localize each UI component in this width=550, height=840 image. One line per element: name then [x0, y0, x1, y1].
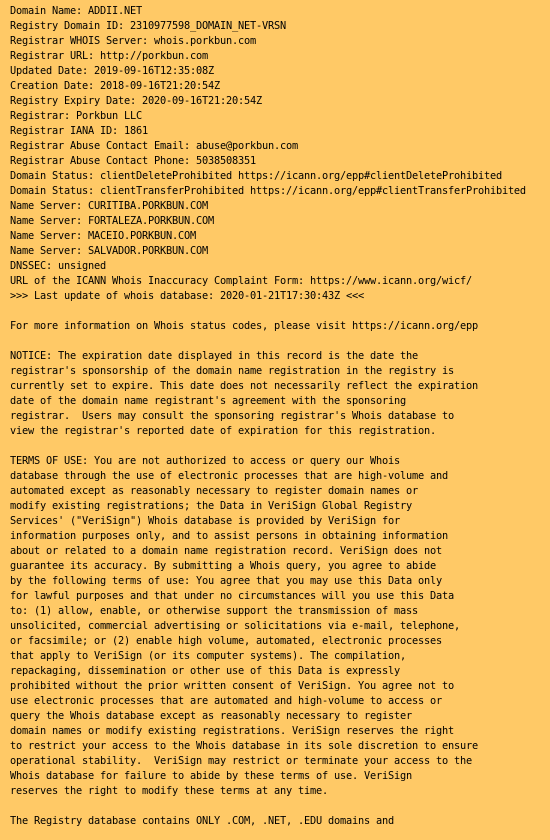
whois-line: currently set to expire. This date does not necessarily reflect the expiration [10, 380, 478, 392]
whois-line: Registry Domain ID: 2310977598_DOMAIN_NET-VRSN [10, 20, 286, 32]
whois-line: operational stability. VeriSign may restrict or terminate your access to the [10, 755, 472, 767]
whois-line: unsolicited, commercial advertising or solicitations via e-mail, telephone, [10, 620, 460, 632]
whois-line: Registrar Abuse Contact Phone: 5038508351 [10, 155, 256, 167]
whois-line: Registrar Abuse Contact Email: abuse@porkbun.com [10, 140, 298, 152]
whois-line: database through the use of electronic processes that are high-volume and [10, 470, 448, 482]
whois-line: modify existing registrations; the Data in VeriSign Global Registry [10, 500, 412, 512]
whois-line: Registrar URL: http://porkbun.com [10, 50, 208, 62]
whois-line: to: (1) allow, enable, or otherwise support the transmission of mass [10, 605, 418, 617]
whois-line: Name Server: FORTALEZA.PORKBUN.COM [10, 215, 214, 227]
whois-line: For more information on Whois status codes, please visit https://icann.org/epp [10, 320, 478, 332]
whois-line: information purposes only, and to assist persons in obtaining information [10, 530, 448, 542]
whois-line: URL of the ICANN Whois Inaccuracy Complaint Form: https://www.icann.org/wicf/ [10, 275, 472, 287]
whois-line: Domain Status: clientTransferProhibited https://icann.org/epp#clientTransferProhibited [10, 185, 526, 197]
whois-line: Registry Expiry Date: 2020-09-16T21:20:54Z [10, 95, 262, 107]
whois-line: to restrict your access to the Whois database in its sole discretion to ensure [10, 740, 478, 752]
whois-line: domain names or modify existing registrations. VeriSign reserves the right [10, 725, 454, 737]
whois-line: Services' ("VeriSign") Whois database is provided by VeriSign for [10, 515, 400, 527]
whois-line: >>> Last update of whois database: 2020-01-21T17:30:43Z <<< [10, 290, 364, 302]
whois-line: Name Server: MACEIO.PORKBUN.COM [10, 230, 196, 242]
whois-line: Registrar WHOIS Server: whois.porkbun.com [10, 35, 256, 47]
whois-line: NOTICE: The expiration date displayed in this record is the date the [10, 350, 418, 362]
whois-line [10, 439, 550, 454]
whois-line: Registrar: Porkbun LLC [10, 110, 142, 122]
whois-line: automated except as reasonably necessary to register domain names or [10, 485, 418, 497]
whois-line: Name Server: SALVADOR.PORKBUN.COM [10, 245, 208, 257]
whois-line: registrar. Users may consult the sponsoring registrar's Whois database to [10, 410, 454, 422]
whois-line: guarantee its accuracy. By submitting a Whois query, you agree to abide [10, 560, 436, 572]
whois-line: for lawful purposes and that under no circumstances will you use this Data [10, 590, 454, 602]
whois-line: view the registrar's reported date of expiration for this registration. [10, 425, 436, 437]
whois-line [10, 304, 550, 319]
whois-line: by the following terms of use: You agree that you may use this Data only [10, 575, 442, 587]
whois-line: date of the domain name registrant's agreement with the sponsoring [10, 395, 406, 407]
whois-line: Updated Date: 2019-09-16T12:35:08Z [10, 65, 214, 77]
whois-line: Creation Date: 2018-09-16T21:20:54Z [10, 80, 220, 92]
whois-line: Name Server: CURITIBA.PORKBUN.COM [10, 200, 208, 212]
whois-line: or facsimile; or (2) enable high volume, automated, electronic processes [10, 635, 442, 647]
whois-line: Domain Status: clientDeleteProhibited https://icann.org/epp#clientDeleteProhibited [10, 170, 502, 182]
whois-line: The Registry database contains ONLY .COM, .NET, .EDU domains and [10, 815, 394, 827]
whois-line: DNSSEC: unsigned [10, 260, 106, 272]
whois-line: reserves the right to modify these terms at any time. [10, 785, 328, 797]
whois-line: Whois database for failure to abide by these terms of use. VeriSign [10, 770, 412, 782]
whois-line: that apply to VeriSign (or its computer systems). The compilation, [10, 650, 406, 662]
whois-line: Domain Name: ADDII.NET [10, 5, 142, 17]
whois-line: Registrar IANA ID: 1861 [10, 125, 148, 137]
whois-line: about or related to a domain name registration record. VeriSign does not [10, 545, 442, 557]
whois-line: TERMS OF USE: You are not authorized to access or query our Whois [10, 455, 400, 467]
whois-line: query the Whois database except as reasonably necessary to register [10, 710, 412, 722]
whois-line [10, 799, 550, 814]
whois-line: prohibited without the prior written consent of VeriSign. You agree not to [10, 680, 454, 692]
whois-line: use electronic processes that are automated and high-volume to access or [10, 695, 442, 707]
whois-line: registrar's sponsorship of the domain name registration in the registry is [10, 365, 454, 377]
whois-line: repackaging, dissemination or other use of this Data is expressly [10, 665, 400, 677]
whois-line [10, 334, 550, 349]
